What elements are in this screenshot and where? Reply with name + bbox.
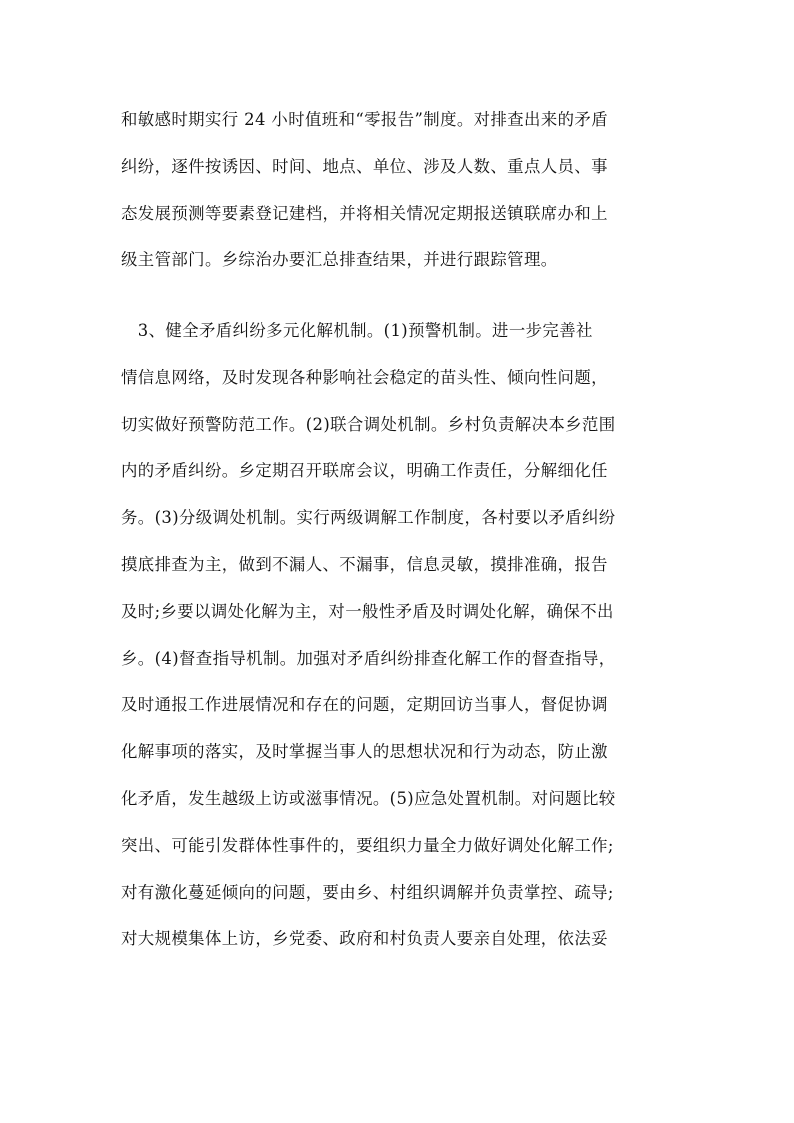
paragraph-2-line-6: 摸底排查为主，做到不漏人、不漏事，信息灵敏，摸排准确，报告 (121, 554, 608, 574)
paragraph-2-line-10: 化解事项的落实，及时掌握当事人的思想状况和行为动态，防止激 (121, 742, 608, 762)
paragraph-2-line-4: 内的矛盾纠纷。乡定期召开联席会议，明确工作责任，分解细化任 (121, 461, 608, 481)
paragraph-2-line-12: 突出、可能引发群体性事件的，要组织力量全力做好调处化解工作; (121, 835, 614, 855)
paragraph-1-line-4: 级主管部门。乡综治办要汇总排查结果，并进行跟踪管理。 (121, 250, 558, 270)
paragraph-2-line-2: 情信息网络，及时发现各种影响社会稳定的苗头性、倾向性问题， (121, 367, 608, 387)
paragraph-2-line-3: 切实做好预警防范工作。(2)联合调处机制。乡村负责解决本乡范围 (121, 414, 616, 434)
paragraph-2-line-9: 及时通报工作进展情况和存在的问题，定期回访当事人，督促协调 (121, 695, 608, 715)
paragraph-2-line-5: 务。(3)分级调处机制。实行两级调解工作制度，各村要以矛盾纠纷 (121, 508, 616, 528)
paragraph-2-line-7: 及时;乡要以调处化解为主，对一般性矛盾及时调处化解，确保不出 (121, 601, 614, 621)
paragraph-1-line-2: 纠纷，逐件按诱因、时间、地点、单位、涉及人数、重点人员、事 (121, 156, 608, 176)
paragraph-2-line-8: 乡。(4)督查指导机制。加强对矛盾纠纷排查化解工作的督查指导， (121, 648, 616, 668)
paragraph-2-line-1: 3、健全矛盾纠纷多元化解机制。(1)预警机制。进一步完善社 (121, 321, 593, 340)
paragraph-1 (121, 97, 681, 284)
paragraph-2-line-14: 对大规模集体上访，乡党委、政府和村负责人要亲自处理，依法妥 (121, 929, 608, 949)
paragraph-1-line-1: 和敏感时期实行 24 小时值班和“零报告”制度。对排查出来的矛盾 (121, 110, 608, 129)
paragraph-2-line-11: 化矛盾，发生越级上访或滋事情况。(5)应急处置机制。对问题比较 (121, 788, 616, 808)
paragraph-2 (121, 308, 681, 963)
paragraph-2-line-13: 对有激化蔓延倾向的问题，要由乡、村组织调解并负责掌控、疏导; (121, 882, 614, 902)
paragraph-1-line-3: 态发展预测等要素登记建档，并将相关情况定期报送镇联席办和上 (121, 203, 608, 223)
